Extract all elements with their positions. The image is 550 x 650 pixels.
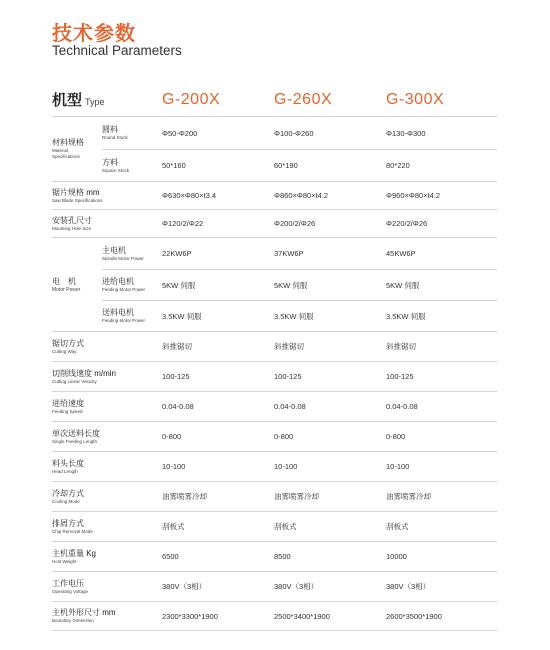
table-cell: Φ130-Φ300	[386, 128, 426, 138]
table-cell: 5KW 伺服	[386, 280, 420, 290]
row-label	[52, 182, 103, 209]
table-cell: 0.04-0.08	[162, 402, 194, 411]
table-cell: 100-125	[274, 372, 302, 381]
table-row	[52, 391, 497, 421]
row-label-cn: 排屑方式	[52, 518, 84, 528]
table-cell: 10-100	[162, 462, 186, 471]
table-cell: 5KW 伺服	[162, 280, 196, 290]
row-label	[52, 452, 84, 481]
row-label-en: Feeding Motor Power	[102, 318, 146, 323]
group-label-cn: 电 机	[52, 276, 76, 286]
table-row	[102, 149, 497, 181]
table-row	[52, 481, 497, 511]
row-label-cn: 主电机	[102, 245, 126, 255]
table-cell: Φ630×Φ80×t3.4	[162, 191, 217, 200]
row-label-en: Operating Voltage	[52, 588, 89, 594]
table-cell: 2600*3500*1900	[386, 611, 442, 621]
table-cell: 0-800	[386, 432, 406, 441]
group-label-en: Specifications	[52, 154, 80, 159]
row-label	[102, 238, 144, 269]
row-label-en: Host Weight	[52, 558, 77, 564]
table-cell: 2300*3300*1900	[162, 611, 218, 621]
table-cell: 油雾喷雾冷却	[162, 492, 207, 501]
table-cell: 3.5KW 伺服	[274, 311, 314, 321]
row-label-cn: 进给速度	[52, 398, 84, 408]
table-cell: Φ100-Φ260	[274, 128, 314, 138]
table-row	[52, 451, 497, 481]
row-label-en: Cutting Linear Velocity	[52, 378, 97, 384]
table-cell: 6500	[162, 552, 179, 561]
row-label	[52, 422, 100, 451]
row-label-cn: 锯片规格 mm	[52, 187, 100, 197]
row-label-cn: 安装孔尺寸	[52, 215, 92, 225]
table-cell: 斜推锯切	[162, 342, 192, 351]
page-subtitle: Technical Parameters	[52, 43, 182, 58]
row-label	[52, 512, 93, 541]
group-label-en: Motor Power	[52, 286, 81, 293]
table-cell: 380V（3相）	[386, 582, 431, 591]
table-cell: 斜推锯切	[386, 342, 416, 351]
row-label-en: Mounting Hole Size	[52, 225, 92, 231]
group-label	[52, 238, 102, 331]
type-label-en: Type	[85, 97, 105, 107]
row-label	[102, 270, 145, 300]
row-label-cn: 圆料	[102, 125, 118, 134]
table-cell: 3.5KW 伺服	[386, 311, 426, 321]
table-row	[52, 541, 497, 571]
row-label	[102, 150, 129, 181]
motor-power-group	[52, 237, 497, 331]
type-label	[52, 92, 105, 110]
table-cell: 0.04-0.08	[274, 402, 306, 411]
table-cell: 50*160	[162, 161, 186, 170]
model-column-header: G-200X	[162, 91, 221, 108]
table-row	[52, 209, 497, 237]
table-cell: Φ960×Φ80×t4.2	[386, 191, 441, 200]
table-cell: 10000	[386, 552, 407, 561]
row-label-cn: 主机重量 Kg	[52, 548, 97, 558]
model-column-header: G-300X	[386, 91, 445, 108]
table-cell: Φ200/2/Φ26	[274, 219, 316, 228]
table-cell: 刮板式	[162, 522, 185, 531]
row-label	[102, 117, 128, 149]
table-cell: 10-100	[274, 462, 298, 471]
group-label-en: Material	[52, 148, 69, 153]
row-label-en: Cooling Mode	[52, 498, 80, 504]
table-cell: Φ860×Φ80×t4.2	[274, 191, 329, 200]
table-cell: Φ120/2/Φ22	[162, 219, 204, 228]
table-row	[102, 238, 497, 269]
material-spec-group	[52, 116, 497, 181]
table-row	[52, 331, 497, 361]
table-cell: 5KW 伺服	[274, 280, 308, 290]
table-cell: 0-800	[162, 432, 182, 441]
row-label-cn: 工作电压	[52, 578, 84, 588]
table-row	[52, 571, 497, 601]
table-cell: 刮板式	[386, 522, 409, 531]
row-label-cn: 主机外形尺寸 mm	[52, 608, 116, 617]
row-label	[52, 602, 116, 630]
parameters-table	[52, 116, 497, 631]
group-label	[52, 117, 102, 181]
row-label-en: Cutting Way	[52, 348, 77, 354]
row-label	[52, 482, 84, 511]
table-row	[102, 117, 497, 149]
table-cell: 油雾喷雾冷却	[386, 492, 431, 501]
row-label-cn: 锯切方式	[52, 338, 84, 348]
row-label	[52, 572, 88, 601]
table-cell: 油雾喷雾冷却	[274, 492, 319, 501]
row-label-en: Feeding Speed	[52, 408, 83, 414]
row-label-cn: 料头长度	[52, 458, 84, 468]
group-label-cn: 材料规格	[52, 138, 84, 147]
table-cell: Φ50-Φ200	[162, 128, 198, 138]
table-cell: 2500*3400*1900	[274, 611, 330, 621]
table-cell: 刮板式	[274, 522, 297, 531]
table-row	[102, 269, 497, 300]
table-cell: 37KW6P	[274, 249, 304, 258]
row-label-cn: 切削线速度 m/min	[52, 368, 116, 378]
table-cell: 80*220	[386, 161, 410, 170]
row-label-en: Round Stock	[102, 135, 128, 140]
row-label-cn: 单次送料长度	[52, 428, 100, 438]
table-row	[52, 601, 497, 631]
row-label	[52, 332, 84, 361]
table-cell: Φ220/2/Φ26	[386, 219, 428, 228]
row-label	[52, 392, 84, 421]
row-label-en: Head Length	[52, 468, 78, 474]
row-label-en: Chip Removal Mode	[52, 528, 93, 534]
table-cell: 100-125	[386, 372, 414, 381]
table-cell: 100-125	[162, 372, 190, 381]
row-label-en: Spindle Motor Power	[102, 255, 144, 261]
table-cell: 0.04-0.08	[386, 402, 418, 411]
type-label-cn: 机型	[52, 92, 83, 109]
row-label-cn: 冷却方式	[52, 488, 84, 498]
table-header	[0, 88, 550, 116]
table-row	[52, 421, 497, 451]
table-cell: 22KW6P	[162, 249, 192, 258]
row-label-en: Feeding Motor Power	[102, 287, 146, 292]
table-cell: 10-100	[386, 462, 410, 471]
row-label-cn: 进给电机	[102, 277, 134, 286]
row-label-cn: 方料	[102, 157, 118, 167]
table-cell: 380V（3相）	[162, 582, 207, 591]
table-row	[52, 361, 497, 391]
table-row	[52, 181, 497, 209]
row-label-en: Saw Blade Specifications	[52, 197, 103, 203]
row-label-en: Boundary Dimension	[52, 618, 94, 623]
model-column-header: G-260X	[274, 91, 333, 108]
row-label	[102, 301, 145, 331]
row-label	[52, 542, 96, 571]
table-cell: 60*190	[274, 161, 298, 170]
row-label	[52, 210, 92, 237]
table-cell: 3.5KW 伺服	[162, 311, 202, 321]
table-row	[52, 511, 497, 541]
table-cell: 380V（3相）	[274, 582, 319, 591]
table-cell: 45KW6P	[386, 249, 416, 258]
table-cell: 0-800	[274, 432, 294, 441]
row-label-en: Square Stock	[102, 167, 130, 173]
row-label-cn: 送料电机	[102, 308, 134, 317]
table-row	[102, 300, 497, 331]
page-title: 技术参数	[52, 23, 136, 45]
row-label	[52, 362, 116, 391]
table-cell: 8500	[274, 552, 291, 561]
table-cell: 斜推锯切	[274, 342, 304, 351]
row-label-en: Single Feeding Length	[52, 438, 98, 444]
